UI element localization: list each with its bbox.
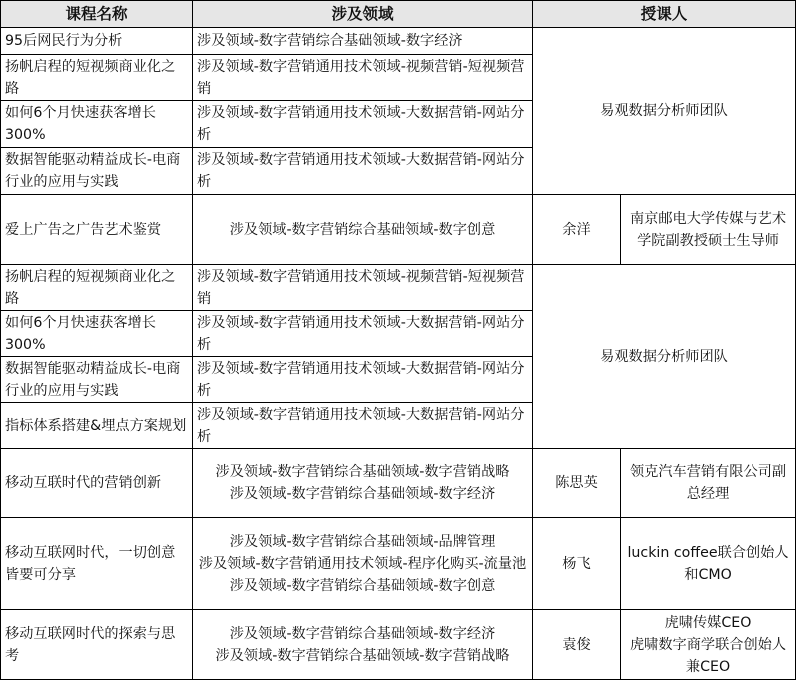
course-field bbox=[193, 449, 533, 518]
table-row bbox=[1, 518, 796, 610]
course-field: 涉及领域-数字营销综合基础领域-数字创意 bbox=[193, 195, 533, 265]
field-line: 涉及领域-数字营销综合基础领域-数字经济 bbox=[229, 486, 496, 502]
lecturer-team: 易观数据分析师团队 bbox=[533, 28, 796, 195]
header-course-name: 课程名称 bbox=[1, 1, 193, 28]
course-field: 涉及领域-数字营销通用技术领域-大数据营销-网站分析 bbox=[193, 101, 533, 148]
course-name: 指标体系搭建&埋点方案规划 bbox=[1, 403, 193, 449]
course-field bbox=[193, 610, 533, 680]
course-name: 数据智能驱动精益成长-电商行业的应用与实践 bbox=[1, 357, 193, 403]
table-row bbox=[1, 28, 796, 55]
field-line: 涉及领域-数字营销综合基础领域-数字创意 bbox=[229, 577, 496, 594]
course-field: 涉及领域-数字营销通用技术领域-大数据营销-网站分析 bbox=[193, 148, 533, 195]
lecturer-title: 领克汽车营销有限公司副总经理 bbox=[621, 449, 796, 518]
table-row bbox=[1, 449, 796, 518]
course-name: 如何6个月快速获客增长300% bbox=[1, 101, 193, 148]
course-name: 扬帆启程的短视频商业化之路 bbox=[1, 265, 193, 311]
course-field: 涉及领域-数字营销通用技术领域-大数据营销-网站分析 bbox=[193, 311, 533, 357]
course-name: 爱上广告之广告艺术鉴赏 bbox=[1, 195, 193, 265]
header-field: 涉及领域 bbox=[193, 1, 533, 28]
lecturer-title: 南京邮电大学传媒与艺术学院副教授硕士生导师 bbox=[621, 195, 796, 265]
course-name: 如何6个月快速获客增长300% bbox=[1, 311, 193, 357]
field-line: 涉及领域-数字营销综合基础领域-数字营销战略 bbox=[215, 647, 510, 664]
course-name: 数据智能驱动精益成长-电商行业的应用与实践 bbox=[1, 148, 193, 195]
course-name: 95后网民行为分析 bbox=[1, 28, 193, 55]
lecturer-title: luckin coffee联合创始人和CMO bbox=[621, 518, 796, 610]
lecturer-title bbox=[621, 610, 796, 680]
course-field: 涉及领域-数字营销通用技术领域-大数据营销-网站分析 bbox=[193, 357, 533, 403]
field-line: 涉及领域-数字营销综合基础领域-品牌管理 bbox=[229, 533, 496, 550]
course-field bbox=[193, 518, 533, 610]
course-name: 移动互联网时代的探索与思考 bbox=[1, 610, 193, 680]
field-line: 涉及领域-数字营销综合基础领域-数字经济 bbox=[229, 625, 496, 642]
course-field: 涉及领域-数字营销通用技术领域-视频营销-短视频营销 bbox=[193, 265, 533, 311]
course-name: 移动互联时代的营销创新 bbox=[1, 449, 193, 518]
lecturer-name: 余洋 bbox=[533, 195, 621, 265]
course-name: 扬帆启程的短视频商业化之路 bbox=[1, 55, 193, 101]
course-field: 涉及领域-数字营销通用技术领域-大数据营销-网站分析 bbox=[193, 403, 533, 449]
course-field: 涉及领域-数字营销综合基础领域-数字经济 bbox=[193, 28, 533, 55]
header-lecturer: 授课人 bbox=[533, 1, 796, 28]
course-name: 移动互联网时代，一切创意皆要可分享 bbox=[1, 518, 193, 610]
title-line: 虎啸数字商学联合创始人兼CEO bbox=[629, 636, 787, 675]
title-line: 虎啸传媒CEO bbox=[664, 614, 752, 631]
lecturer-team: 易观数据分析师团队 bbox=[533, 265, 796, 449]
table-row bbox=[1, 610, 796, 680]
lecturer-name: 袁俊 bbox=[533, 610, 621, 680]
field-line: 涉及领域-数字营销通用技术领域-程序化购买-流量池 bbox=[198, 555, 527, 572]
header-row bbox=[1, 1, 796, 28]
lecturer-name: 杨飞 bbox=[533, 518, 621, 610]
table-row bbox=[1, 265, 796, 311]
lecturer-name: 陈思英 bbox=[533, 449, 621, 518]
table-row bbox=[1, 195, 796, 265]
field-line: 涉及领域-数字营销综合基础领域-数字营销战略 bbox=[215, 464, 510, 480]
course-field: 涉及领域-数字营销通用技术领域-视频营销-短视频营销 bbox=[193, 55, 533, 101]
